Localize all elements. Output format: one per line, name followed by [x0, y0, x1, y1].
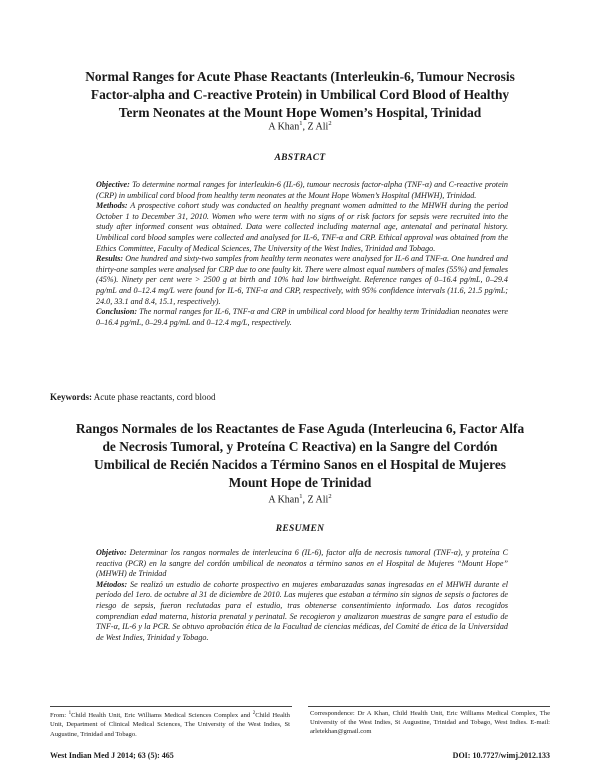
article-title [60, 68, 540, 122]
resumen-heading: RESUMEN [275, 524, 325, 534]
abstract-body [96, 180, 508, 328]
abstract-objective [96, 180, 508, 201]
section-label: Objetivo: [96, 548, 127, 557]
title-line: Term Neonates at the Mount Hope Women’s Hospital, Trinidad [118, 105, 482, 120]
abstract-results [96, 254, 508, 307]
resumen-body [96, 548, 508, 643]
section-text: A prospective cohort study was conducted on healthy pregnant women admitted to the MHWH during the period October 1 to December 31, 2010. Women who were term with no signs of or risk factors for sepsis were recruited into the study after informed consent was obtained. Data were collected including maternal age, antenatal and perinatal history. Umbilical cord blood samples were collected and analysed for IL-6, TNF-α and CRP. Ethical approval was obtained from the Ethics Committee, Faculty of Medical Sciences, The University of the West Indies, Trinidad and Tobago. [96, 201, 508, 253]
keywords [50, 392, 215, 402]
doi: DOI: 10.7727/wimj.2012.133 [452, 751, 550, 760]
author-name: Z Ali [307, 494, 329, 506]
title-line: Normal Ranges for Acute Phase Reactants (Interleukin-6, Tumour Necrosis [85, 69, 515, 84]
author-name: Z Ali [307, 121, 329, 133]
section-label: Results: [96, 254, 124, 264]
author-affiliation-marker: 1 [299, 120, 303, 127]
resumen-objective [96, 548, 508, 580]
footnote-text: Child Health Unit, Eric Williams Medical Sciences Complex and [71, 712, 253, 720]
section-text: The normal ranges for IL-6, TNF-α and CRP in umbilical cord blood for healthy term Trinidadian neonates were 0–16.4 pg/mL, 0–29.4 pg/mL and 0–12.4 mg/L, respectively. [96, 307, 508, 327]
abstract-conclusion [96, 307, 508, 328]
footnote-divider [50, 706, 292, 707]
footnote-label: From: [50, 712, 69, 720]
footnote-marker: 1 [68, 711, 72, 716]
author-separator: , [302, 121, 308, 133]
footnote-text: Child Health Unit, Department of Clinical Medical Sciences, The University of the West Indies, St Augustine, Trinidad and Tobago. [50, 712, 290, 738]
author-name: A Khan [268, 121, 300, 133]
keywords-text: Acute phase reactants, cord blood [92, 392, 216, 402]
affiliation-footnote [50, 709, 290, 739]
author-affiliation-marker: 2 [328, 493, 332, 500]
author-name: A Khan [268, 494, 300, 506]
title-line: de Necrosis Tumoral, y Proteína C Reactiva) en la Sangre del Cordón [102, 439, 498, 454]
title-line: Factor-alpha and C-reactive Protein) in Umbilical Cord Blood of Healthy [90, 87, 510, 102]
footnote-divider [308, 706, 550, 707]
title-line: Umbilical de Recién Nacidos a Término Sanos en el Hospital de Mujeres [94, 457, 506, 472]
author-list [60, 118, 540, 133]
keywords-label: Keywords: [50, 392, 92, 402]
section-text: One hundred and sixty-two samples from healthy term neonates were analysed for IL-6 and TNF-α. One hundred and thirty-one samples were analysed for CRP due to one faulty kit. There were almost equal numbers of males (55%) and females (45%). Ninety per cent were > 2500 g at birth and 10% had low birthweight. Reference ranges of 0–16.4 pg/mL, 0–29.4 pg/mL and 0–12.4 mg/L were found for IL-6, TNF-α and CRP, respectively, with 95% confidence intervals (11.6, 21.5 pg/mL; 24.0, 33.1 and 8.4, 15.1, respectively). [96, 254, 508, 306]
author-affiliation-marker: 1 [299, 493, 303, 500]
journal-citation: West Indian Med J 2014; 63 (5): 465 [50, 751, 174, 760]
abstract-heading: ABSTRACT [274, 153, 326, 163]
author-separator: , [302, 494, 308, 506]
section-text: To determine normal ranges for interleukin-6 (IL-6), tumour necrosis factor-alpha (TNF-α) and C-reactive protein (CRP) in umbilical cord blood from healthy term neonates at the Mount Hope Women’s Hospital (MHWH), Trinidad. [96, 180, 508, 200]
section-label: Objective: [96, 180, 130, 189]
abstract-methods [96, 201, 508, 254]
section-label: Conclusion: [96, 307, 138, 317]
title-line: Rangos Normales de los Reactantes de Fase Aguda (Interleucina 6, Factor Alfa [75, 421, 525, 436]
title-line: Mount Hope de Trinidad [228, 475, 372, 490]
section-label: Methods: [96, 201, 128, 211]
section-text: Se realizó un estudio de cohorte prospectivo en mujeres embarazadas sanas ingresadas en el MHWH durante el período del 1ero. de octubre al 31 de diciembre de 2010. Las mujeres que estaban a término sin signos de sepsis o factores de riesgo de sepsis, fueron reclutadas para el estudio, tras obtenerse consentimiento informado. Los datos recogidos comprendian edad materna, historia prenatal y perinatal. Se recogieron y analizaron muestras de sangre para el estudio de TNF-α, IL-6 y la PCR. Se obtuvo aprobación ética de la Facultad de ciencias médicas, del Comité de ética de la Universidad de West Indies, Trinidad y Tobago. [96, 579, 508, 642]
section-label: Métodos: [96, 579, 128, 589]
correspondence-footnote: Correspondence: Dr A Khan, Child Health Unit, Eric Williams Medical Complex, The University of the West Indies, St Augustine, Trinidad and Tobago, West Indies. E-mail: arletekhan@gmail.com [310, 710, 550, 736]
author-list-spanish [60, 491, 540, 506]
article-title-spanish [60, 420, 540, 492]
resumen-methods [96, 580, 508, 644]
author-affiliation-marker: 2 [328, 120, 332, 127]
footnote-marker: 2 [252, 711, 256, 716]
section-text: Determinar los rangos normales de interleucina 6 (IL-6), factor alfa de necrosis tumoral (TNF-α), y proteína C reactiva (PCR) en la sangre del cordón umbilical de neonatos a término sanos en el Hospital de Mujeres “Mount Hope” (MHWH) de Trinidad [96, 548, 508, 579]
